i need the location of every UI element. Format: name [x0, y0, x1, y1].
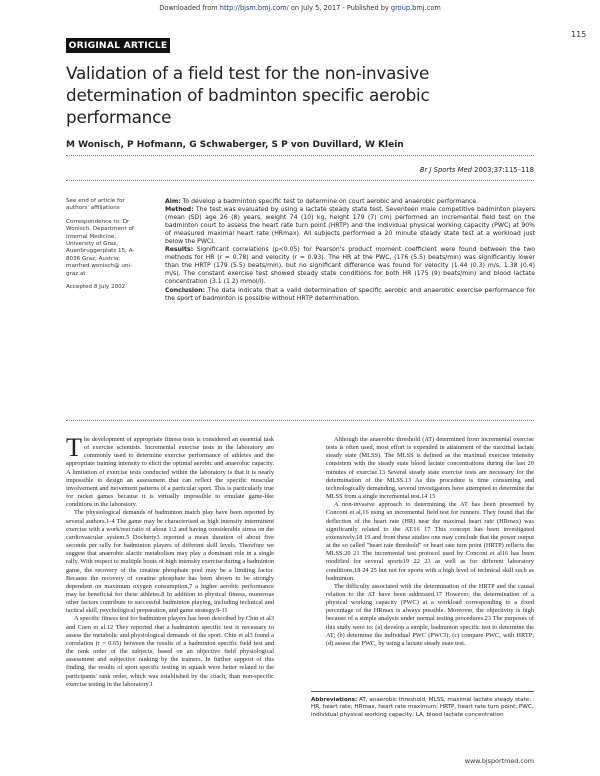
- title-line: determination of badminton specific aerobic: [66, 85, 430, 105]
- affiliations-note: See end of article for authors' affiliations: [66, 198, 125, 212]
- body-column-right: [326, 436, 534, 648]
- title-line: performance: [66, 107, 172, 127]
- sidebar-notes: [66, 198, 146, 297]
- bjsm-link[interactable]: http://bjsm.bmj.com/: [219, 4, 289, 12]
- group-bmj-link[interactable]: group.bmj.com: [390, 4, 441, 12]
- divider: [66, 420, 534, 421]
- divider: [66, 180, 534, 181]
- title-line: Validation of a field test for the non-invasive: [66, 63, 430, 83]
- citation: Br J Sports Med 2003;37:115–118: [419, 166, 534, 174]
- page-number: 115: [571, 30, 587, 39]
- abbreviations-rule: [311, 691, 534, 692]
- section-label: ORIGINAL ARTICLE: [66, 38, 170, 53]
- paragraph: The physiological demands of badminton match play have been reported by several authors.1-4 The game may be characterised as high intensity intermittent exercise with a work/rest ratio of about 1:2 and having considerable stress on the cardiovascular system.5 Docherty3 reported a mean duration of about five seconds per rally for badminton players of different skill levels. Therefore we suggest that anaerobic alactic metabolism may play a dominant role in a single rally. With respect to multiple bouts of high intensity exercise during a badminton game, the recovery of the creatine phosphate pool may be a limiting factor. Because the recovery of creatine phosphate has been shown to be strongly dependent on maximum oxygen consumption,7 a higher aerobic performance may be beneficial for these athletes.8 In addition to physical fitness, numerous other factors contribute to successful badminton playing, including technical and tactical skill, psychological preparation, and game strategy.9-11: [66, 509, 274, 615]
- abbreviations: Abbreviations: AT, anaerobic threshold; MLSS, maximal lactate steady state; HR, heart rate; HRmax, heart rate maximum; HRTP, heart rate turn point; PWC, individual physical working capacity; LA, blood lactate concentration: [311, 697, 534, 718]
- authors: M Wonisch, P Hofmann, G Schwaberger, S P von Duvillard, W Klein: [66, 140, 404, 150]
- footer-url[interactable]: www.bjsportmed.com: [464, 757, 534, 765]
- drop-cap: T: [66, 433, 82, 462]
- paragraph: Although the anaerobic threshold (AT) determined from incremental exercise tests is often used, most effort is expended in attainment of the maximal lactate steady state (MLSS). The MLSS is defined as the maximal exercise intensity consistent with the steady state blood lactate concentrations during the last 20 minutes of exercise.13 Several steady state exercise tests are necessary for the determination of the MLSS.13 As this procedure is time consuming and technologically demanding, several investigators have attempted to determine the MLSS from a single incremental test.14 15: [326, 436, 534, 501]
- correspondence-note: Correspondence to: Dr Wonisch, Department of Internal Medicine, University of Graz, Auenbruggerplatz 15, A-8036 Graz, Austria; manfred.wonisch@ uni-graz.at: [66, 218, 135, 277]
- paragraph: A specific fitness test for badminton players has been described by Chin et al3 and Coen et al.12 They reported that a badminton specific test is necessary to assess the metabolic and physiological demands of the sport. Chin et al3 found a correlation (r = 0.65) between the results of a badminton specific field test and the rank order of the subjects, based on an objective field physiological assessment and subjective ranking by the trainers. In further support of this finding, the results of sport specific testing in squash were better related to the participants' rank order, which was established by the coach, than non-specific exercise testing in the laboratory.1: [66, 615, 274, 688]
- abstract: Aim: To develop a badminton specific test to determine on court aerobic and anaerobic performance. Method: The test was evaluated by using a lactate steady state test. Seventeen male competitive badminton players (mean (SD) age 26 (8) years, weight 74 (10) kg, height 179 (7) cm) performed an incremental field test on the badminton court to assess the heart rate turn point (HRTP) and the individual physical working capacity (PWC) at 90% of measured maximal heart rate (HRmax). All subjects performed a 20 minute steady state test at a workload just below the PWCI. Results: Significant correlations (p<0.05) for Pearson's product moment coefficient were found between the two methods for HR (r = 0.78) and velocity (r = 0.93). The HR at the PWC, (176 (5.5) beats/min) was significantly lower than the HRTP (179 (5.5) beats/min), but no significant difference was found for velocity (1.44 (0.3) m/s, 1.38 (0.4) m/s). The constant exercise test showed steady state conditions for both HR (175 (9) beats/min) and blood lactate concentration (3.1 (1.2) mmol/l). Conclusion: The data indicate that a valid determination of specific aerobic and anaerobic exercise performance for the sport of badminton is possible without HRTP determination.: [165, 198, 535, 302]
- accepted-date: Accepted 8 July 2002: [66, 284, 126, 291]
- paragraph: The development of appropriate fitness tests is considered an essential task of exercise scientists. Incremental exercise tests in the laboratory are commonly used to determine exercise performance of athletes and the appropriate training intensity to elicit the optimal aerobic and anaerobic capacity. A limitation of exercise tests conducted within the laboratory is that it is nearly impossible to design an assessment that can reflect the specific muscular involvement and movement patterns of a particular sport. This is particularly true for racket games because it is virtually impossible to emulate game-like conditions in the laboratory.: [66, 433, 274, 509]
- paragraph: The difficulty associated with the determination of the HRTP and the causal relation to the AT have been addressed.17 However, the determination of a physical working capacity (PWC) at a workload corresponding to a fixed percentage of the HRmax is always possible. Moreover, the objectivity is high because of a simple analysis under normal testing procedures.23 The purposes of this study were to: (a) develop a simple, badminton specific test to determine the AT; (b) determine the individual PWC (PWCI); (c) compare PWC, with HRTP; (d) assess the PWC, by using a lactate steady state test.: [326, 582, 534, 647]
- body-column-left: [66, 433, 274, 689]
- download-line: Downloaded from http://bjsm.bmj.com/ on July 5, 2017 - Published by group.bmj.com: [159, 4, 441, 12]
- article-title: [66, 62, 546, 128]
- paragraph: A non-invasive approach to determining the AT has been presented by Conconi et al,16 using an incremental field test for runners. They found that the deflection of the heart rate (HR) near the maximal heart rate (HRmax) was significantly related to the AT.16 17 This concept has been investigated extensively,18 19 and from these studies one may conclude that the power output at the so called "heart rate threshold" or heart rate turn point (HRTP) reflects the MLSS.20 21 The incremental test protocol used by Conconi et al16 has been modified for several sports19 22 23 as well as for different laboratory conditions,18 24 25 but not for sports with a high level of technical skill such as badminton.: [326, 501, 534, 582]
- divider: [66, 155, 534, 156]
